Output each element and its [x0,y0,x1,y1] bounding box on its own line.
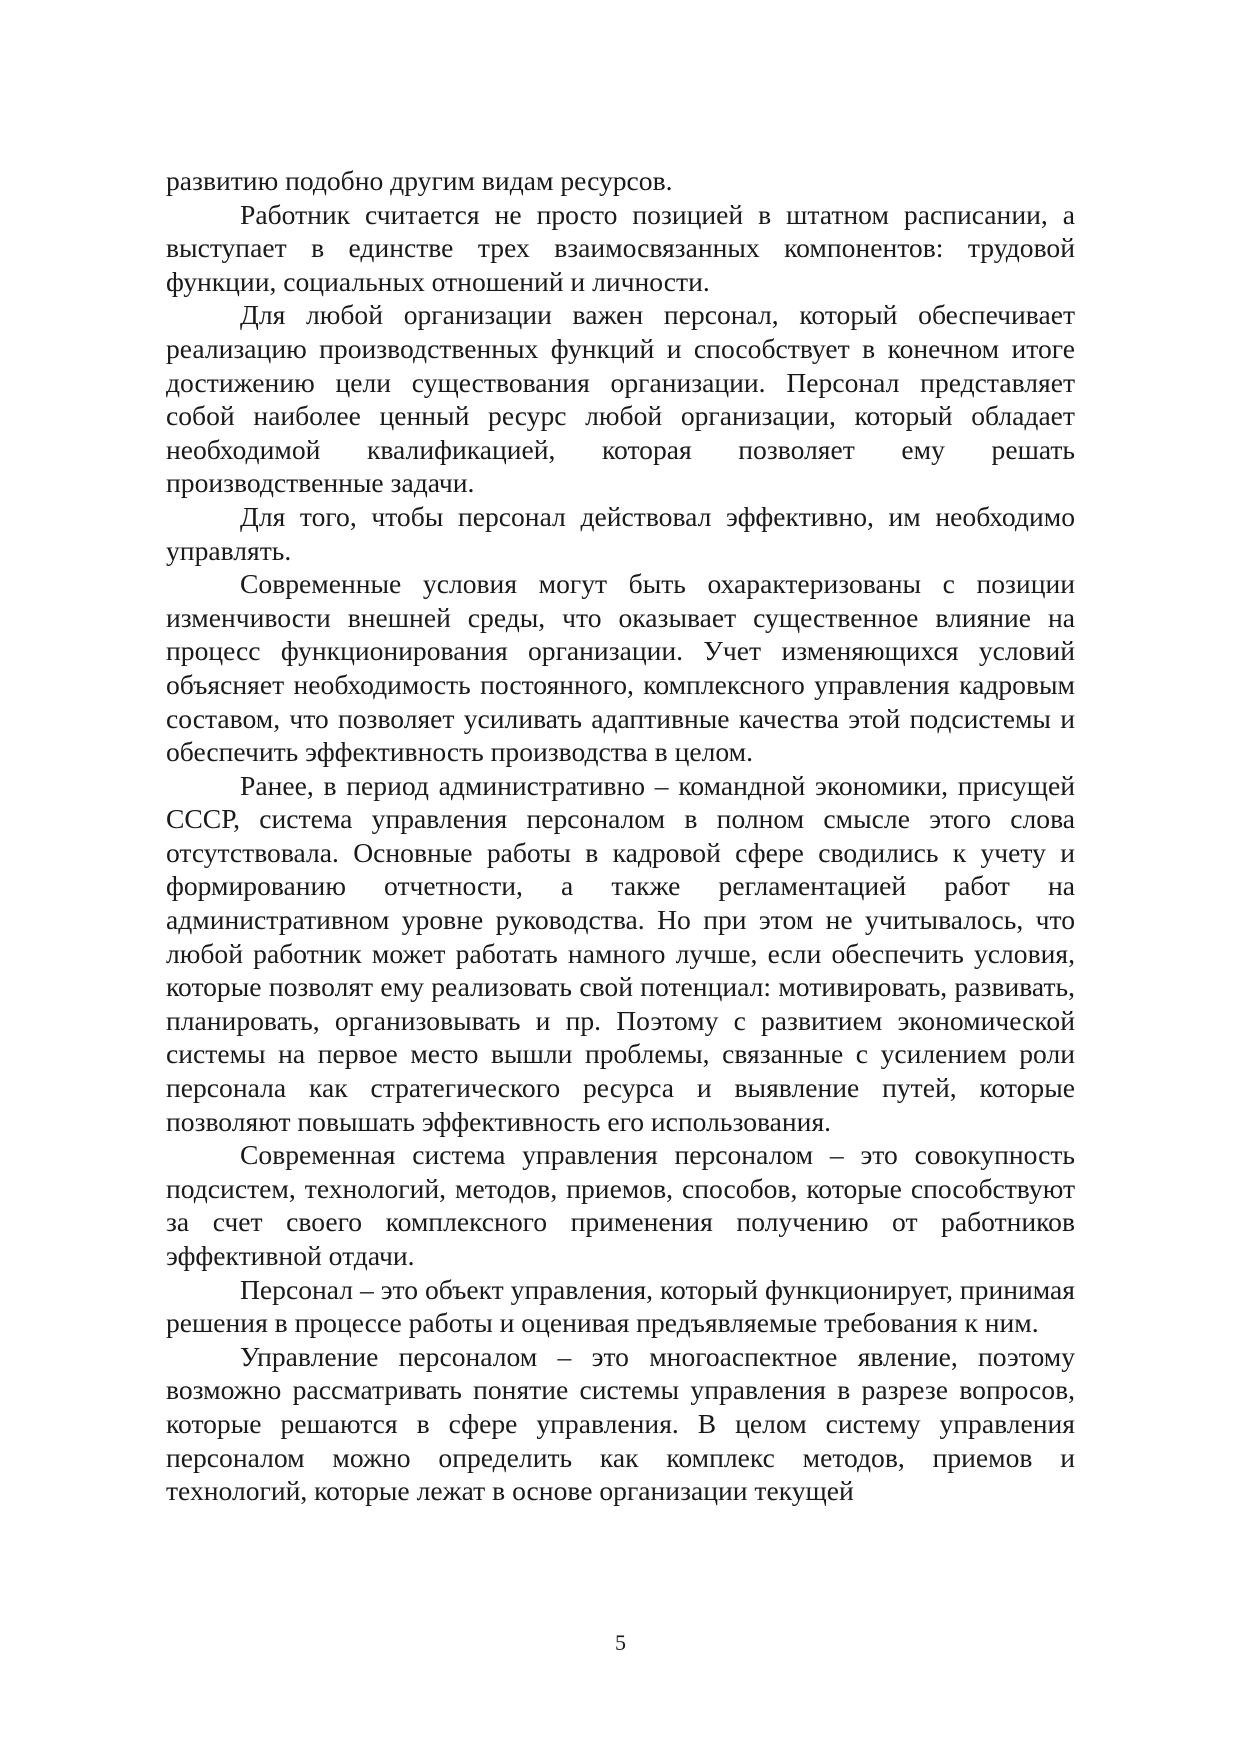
paragraph: Ранее, в период административно – командной экономики, присущей СССР, система управления персоналом в полном смысле этого слова отсутствовала. Основные работы в кадровой сфере сводились к учету и формированию отчетности, а также регламентацией работ на административном уровне руководства. Но при этом не учитывалось, что любой работник может работать намного лучше, если обеспечить условия, которые позволят ему реализовать свой потенциал: мотивировать, развивать, планировать, организовывать и пр. Поэтому с развитием экономической системы на первое место вышли проблемы, связанные с усилением роли персонала как стратегического ресурса и выявление путей, которые позволяют повышать эффективность его использования. [166,769,1075,1137]
paragraph: Для того, чтобы персонал действовал эффективно, им необходимо управлять. [166,500,1075,566]
page-body [166,164,1075,1508]
paragraph: Современная система управления персоналом – это совокупность подсистем, технологий, методов, приемов, способов, которые способствуют за счет своего комплексного применения получению от работников эффективной отдачи. [166,1139,1075,1271]
paragraph: Управление персоналом – это многоаспектное явление, поэтому возможно рассматривать понятие системы управления в разрезе вопросов, которые решаются в сфере управления. В целом систему управления персоналом можно определить как комплекс методов, приемов и технологий, которые лежат в основе организации текущей [166,1340,1075,1507]
paragraph: Современные условия могут быть охарактеризованы с позиции изменчивости внешней среды, что оказывает существенное влияние на процесс функционирования организации. Учет изменяющихся условий объясняет необходимость постоянного, комплексного управления кадровым составом, что позволяет усиливать адаптивные качества этой подсистемы и обеспечить эффективность производства в целом. [166,568,1075,768]
paragraph: развитию подобно другим видам ресурсов. [166,165,673,196]
paragraph: Для любой организации важен персонал, который обеспечивает реализацию производственных функций и способствует в конечном итоге достижению цели существования организации. Персонал представляет собой наиболее ценный ресурс любой организации, который обладает необходимой квалификацией, которая позволяет ему решать производственные задачи. [166,299,1075,499]
paragraph: Работник считается не просто позицией в штатном расписании, а выступает в единстве трех взаимосвязанных компонентов: трудовой функции, социальных отношений и личности. [166,198,1075,297]
paragraph: Персонал – это объект управления, который функционирует, принимая решения в процессе работы и оценивая предъявляемые требования к ним. [166,1273,1075,1339]
page-number: 5 [615,1630,626,1655]
